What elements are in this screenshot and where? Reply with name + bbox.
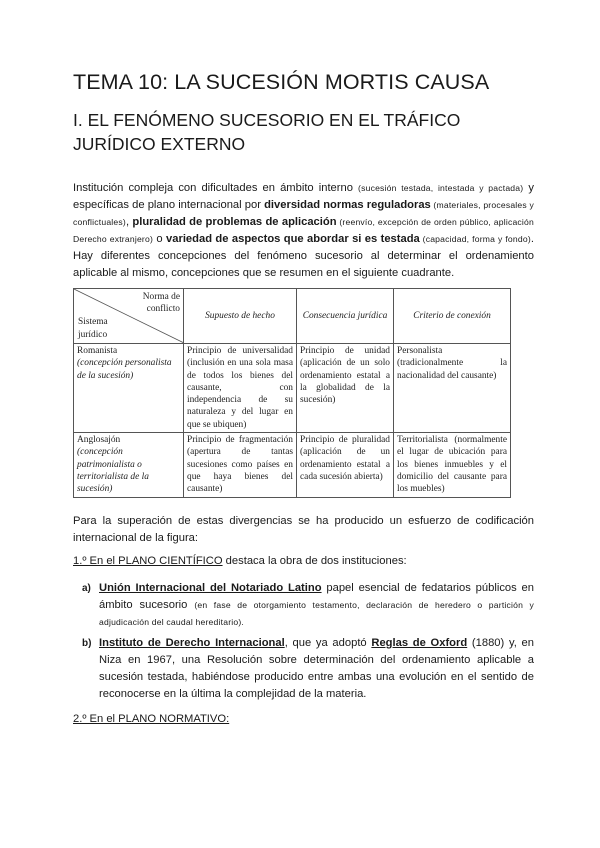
table-header-row xyxy=(74,289,511,344)
table-header: Supuesto de hecho xyxy=(184,289,297,344)
intro-bold-1: diversidad normas reguladoras xyxy=(264,199,431,211)
system-name: Anglosajón xyxy=(77,435,121,446)
item-text: (1880) y, en Niza en 1967, una Resolución sobre determinación del ordenamiento aplicable a sucesión testada, habiéndose producido entre ambas una evolución en el sentido de reconocerse en la última la complejidad de la materia. xyxy=(99,637,534,700)
table-header: Consecuencia jurídica xyxy=(297,289,394,344)
corner-bottom-label: Sistema jurídico xyxy=(78,317,108,340)
table-row-system xyxy=(74,344,184,433)
list-item-b xyxy=(73,635,534,703)
rules-name: Reglas de Oxford xyxy=(371,637,468,649)
page-title: TEMA 10: LA SUCESIÓN MORTIS CAUSA xyxy=(73,70,490,94)
table-row xyxy=(74,433,511,497)
system-note: (concepción personalista de la sucesión) xyxy=(77,358,172,381)
intro-text-5: . Hay diferentes concepciones del fenómeno sucesorio al determinar el ordenamiento aplicable al mismo, concepciones que se resumen en el siguiente cuadrante. xyxy=(73,233,534,279)
table-cell: Principio de fragmentación (apertura de tantas sucesiones como países en que haya bienes del causante) xyxy=(184,433,297,497)
system-note: (concepción patrimonialista o territorialista de la sucesión) xyxy=(77,447,149,495)
table-row-system xyxy=(74,433,184,497)
intro-note-1: (sucesión testada, intestada y pactada) xyxy=(358,183,524,193)
section-1-text: destaca la obra de dos instituciones: xyxy=(222,555,407,567)
table-cell: Territorialista (normalmente el lugar de ubicación para los bienes inmuebles y el domicilio del causante para los muebles) xyxy=(394,433,511,497)
intro-note-4: (capacidad, forma y fondo) xyxy=(419,234,531,244)
table-cell: Personalista (tradicionalmente la nacionalidad del causante) xyxy=(394,344,511,433)
intro-note-3: (reenvío, excepción de orden público, aplicación Derecho extranjero) xyxy=(73,217,534,244)
list-item-body xyxy=(99,580,534,631)
list-marker: a) xyxy=(82,583,91,594)
item-note: (en fase de otorgamiento testamento, declaración de heredero o partición y adjudicación del caudal hereditario). xyxy=(99,600,534,627)
intro-text-1: Institución compleja con dificultades en ámbito interno xyxy=(73,182,359,194)
corner-top-label: Norma de conflicto xyxy=(142,292,180,315)
intro-text-2: y específicas de plano internacional por xyxy=(73,182,535,211)
system-name: Romanista xyxy=(77,346,118,356)
section-2-label: 2.º En el PLANO NORMATIVO: xyxy=(73,713,230,725)
section-1-heading xyxy=(73,553,407,570)
list-item-body xyxy=(99,635,534,703)
institution-name: Instituto de Derecho Internacional xyxy=(99,637,285,649)
item-text: , que ya adoptó xyxy=(284,637,372,649)
table-cell: Principio de unidad (aplicación de un solo ordenamiento estatal a la globalidad de la sucesión) xyxy=(297,344,394,433)
section-2-heading xyxy=(73,711,229,728)
table-cell: Principio de universalidad (inclusión en una sola masa de todos los bienes del causante, con independencia de su naturaleza y del lugar en que se ubiquen) xyxy=(184,344,297,433)
table-corner-cell xyxy=(74,289,184,344)
list-item-a xyxy=(73,580,534,631)
list-marker: b) xyxy=(82,638,92,649)
table-header: Criterio de conexión xyxy=(394,289,511,344)
intro-note-2: (materiales, procesales y conflictuales) xyxy=(73,200,534,227)
intro-bold-2: pluralidad de problemas de aplicación xyxy=(132,216,337,228)
institution-name: Unión Internacional del Notariado Latino xyxy=(99,582,322,594)
item-text: papel esencial de fedatarios públicos en ámbito sucesorio xyxy=(99,582,534,611)
intro-bold-3: variedad de aspectos que abordar si es testada xyxy=(166,233,420,245)
intro-text-3: , xyxy=(125,216,133,228)
table-row xyxy=(74,344,511,433)
section-1-label: 1.º En el PLANO CIENTÍFICO xyxy=(73,555,223,567)
table-cell: Principio de pluralidad (aplicación de un ordenamiento estatal a cada sucesión abierta) xyxy=(297,433,394,497)
section-title: I. EL FENÓMENO SUCESORIO EN EL TRÁFICO JURÍDICO EXTERNO xyxy=(73,110,461,154)
comparison-table xyxy=(73,288,511,498)
intro-text-4: o xyxy=(153,233,167,245)
intro-paragraph xyxy=(73,180,534,282)
codification-paragraph: Para la superación de estas divergencias se ha producido un esfuerzo de codificación internacional de la figura: xyxy=(73,515,534,544)
